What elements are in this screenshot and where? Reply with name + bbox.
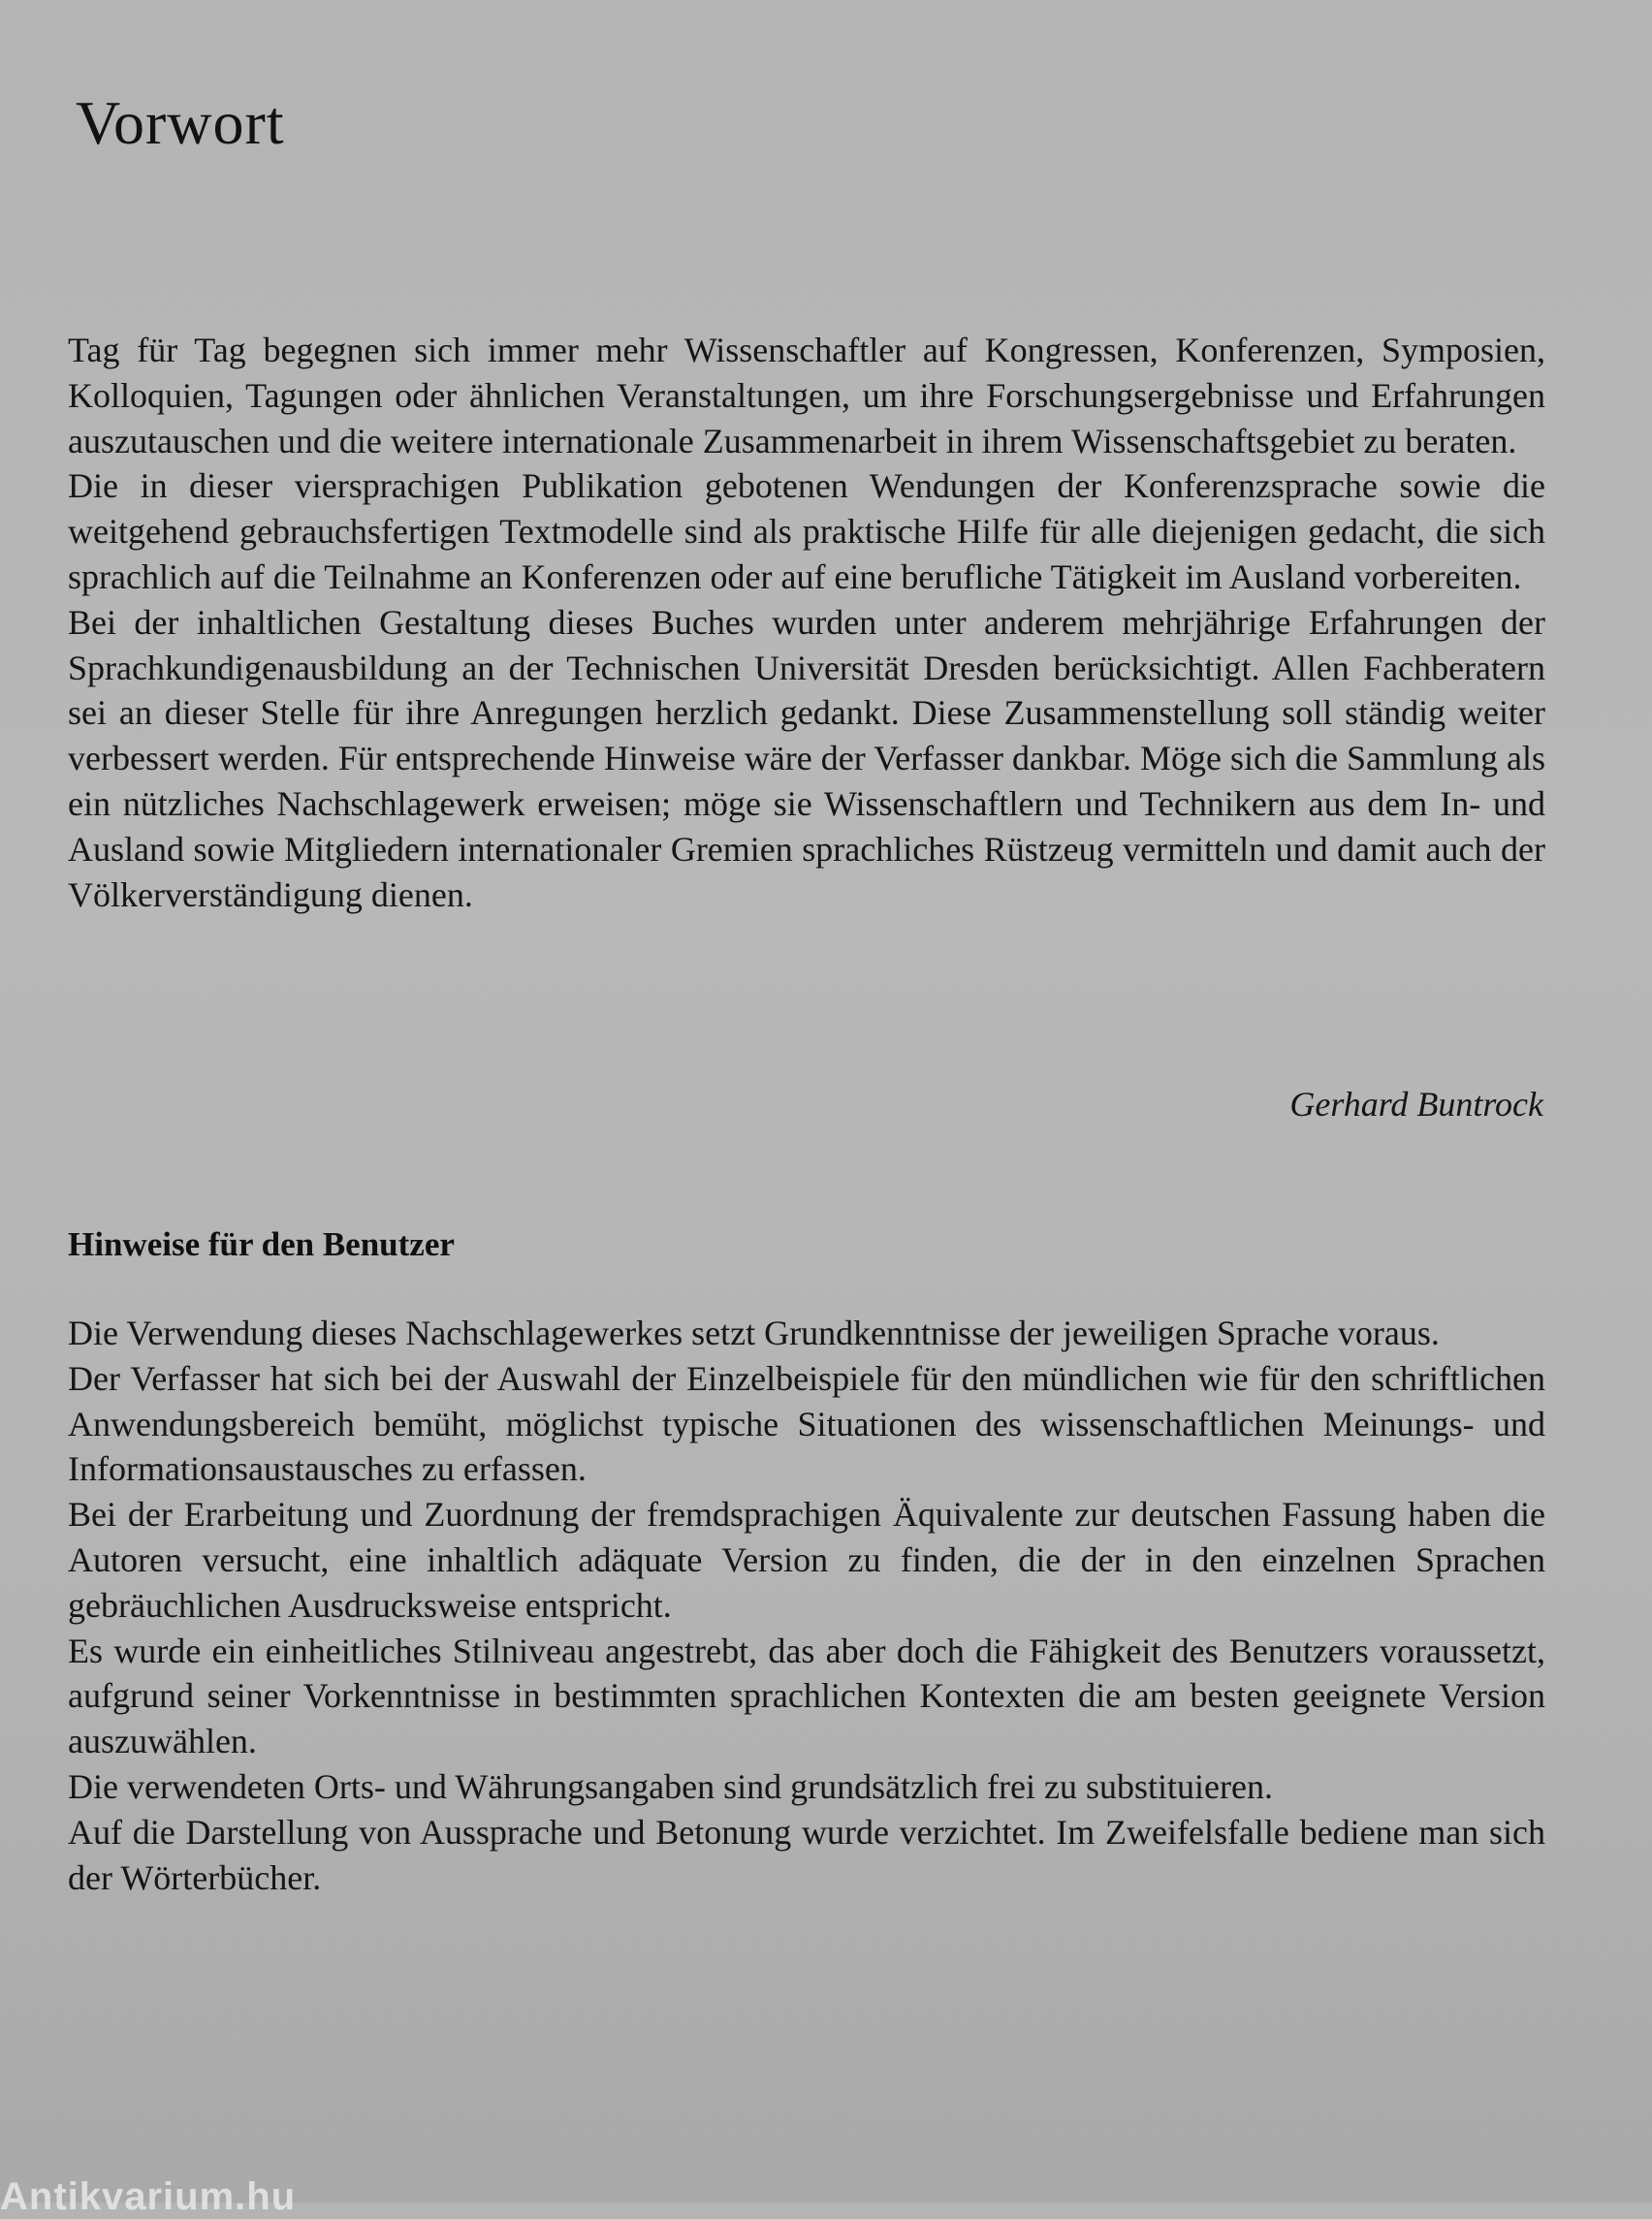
- watermark: Antikvarium.hu: [0, 2175, 297, 2218]
- notes-paragraph: Bei der Erarbeitung und Zuordnung der fremdsprachigen Äquivalente zur deutschen Fassung haben die Autoren versucht, eine inhaltlich adäquate Version zu finden, die der in den einzelnen Sprachen gebräuchlichen Ausdrucksweise entspricht.: [68, 1495, 1545, 1625]
- user-notes-body: [68, 1311, 1545, 1900]
- section-heading: Hinweise für den Benutzer: [68, 1225, 455, 1263]
- notes-paragraph: Die Verwendung dieses Nachschlagewerkes setzt Grundkenntnisse der jeweiligen Sprache voraus.: [68, 1314, 1440, 1352]
- notes-paragraph: Es wurde ein einheitliches Stilniveau angestrebt, das aber doch die Fähigkeit des Benutzers voraussetzt, aufgrund seiner Vorkenntnisse in bestimmten sprachlichen Kontexten die am besten geeignete Version auszuwählen.: [68, 1631, 1545, 1761]
- preface-body: [68, 328, 1545, 917]
- notes-paragraph: Auf die Darstellung von Aussprache und Betonung wurde verzichtet. Im Zweifelsfalle bediene man sich der Wörterbücher.: [68, 1812, 1545, 1897]
- page-title: Vorwort: [76, 88, 285, 157]
- author-signature: Gerhard Buntrock: [1289, 1085, 1543, 1124]
- notes-paragraph: Der Verfasser hat sich bei der Auswahl der Einzelbeispiele für den mündlichen wie für den schriftlichen Anwendungsbereich bemüht, möglichst typische Situationen des wissenschaftlichen Meinungs- und Informationsaustausches zu erfassen.: [68, 1358, 1545, 1489]
- notes-paragraph: Die verwendeten Orts- und Währungsangaben sind grundsätzlich frei zu substituieren.: [68, 1766, 1273, 1806]
- preface-paragraph: Tag für Tag begegnen sich immer mehr Wissenschaftler auf Kongressen, Konferenzen, Symposien, Kolloquien, Tagungen oder ähnlichen Veranstaltungen, um ihre Forschungsergebnisse und Erfahrungen auszutauschen und die weitere internationale Zusammenarbeit in ihrem Wissenschaftsgebiet zu beraten.: [68, 331, 1545, 460]
- preface-paragraph: Die in dieser viersprachigen Publikation gebotenen Wendungen der Konferenzsprache sowie die weitgehend gebrauchsfertigen Textmodelle sind als praktische Hilfe für alle diejenigen gedacht, die sich sprachlich auf die Teilnahme an Konferenzen oder auf eine berufliche Tätigkeit im Ausland vorbereiten.: [68, 466, 1545, 596]
- preface-paragraph: Bei der inhaltlichen Gestaltung dieses Buches wurden unter anderem mehrjährige Erfahrungen der Sprachkundigenausbildung an der Technischen Universität Dresden berücksichtigt. Allen Fachberatern sei an dieser Stelle für ihre Anregungen herzlich gedankt. Diese Zusammenstellung soll ständig weiter verbessert werden. Für entsprechende Hinweise wäre der Verfasser dankbar. Möge sich die Sammlung als ein nützliches Nachschlagewerk erweisen; möge sie Wissenschaftlern und Technikern aus dem In- und Ausland sowie Mitgliedern internationaler Gremien sprachliches Rüstzeug vermitteln und damit auch der Völkerverständigung dienen.: [68, 602, 1545, 914]
